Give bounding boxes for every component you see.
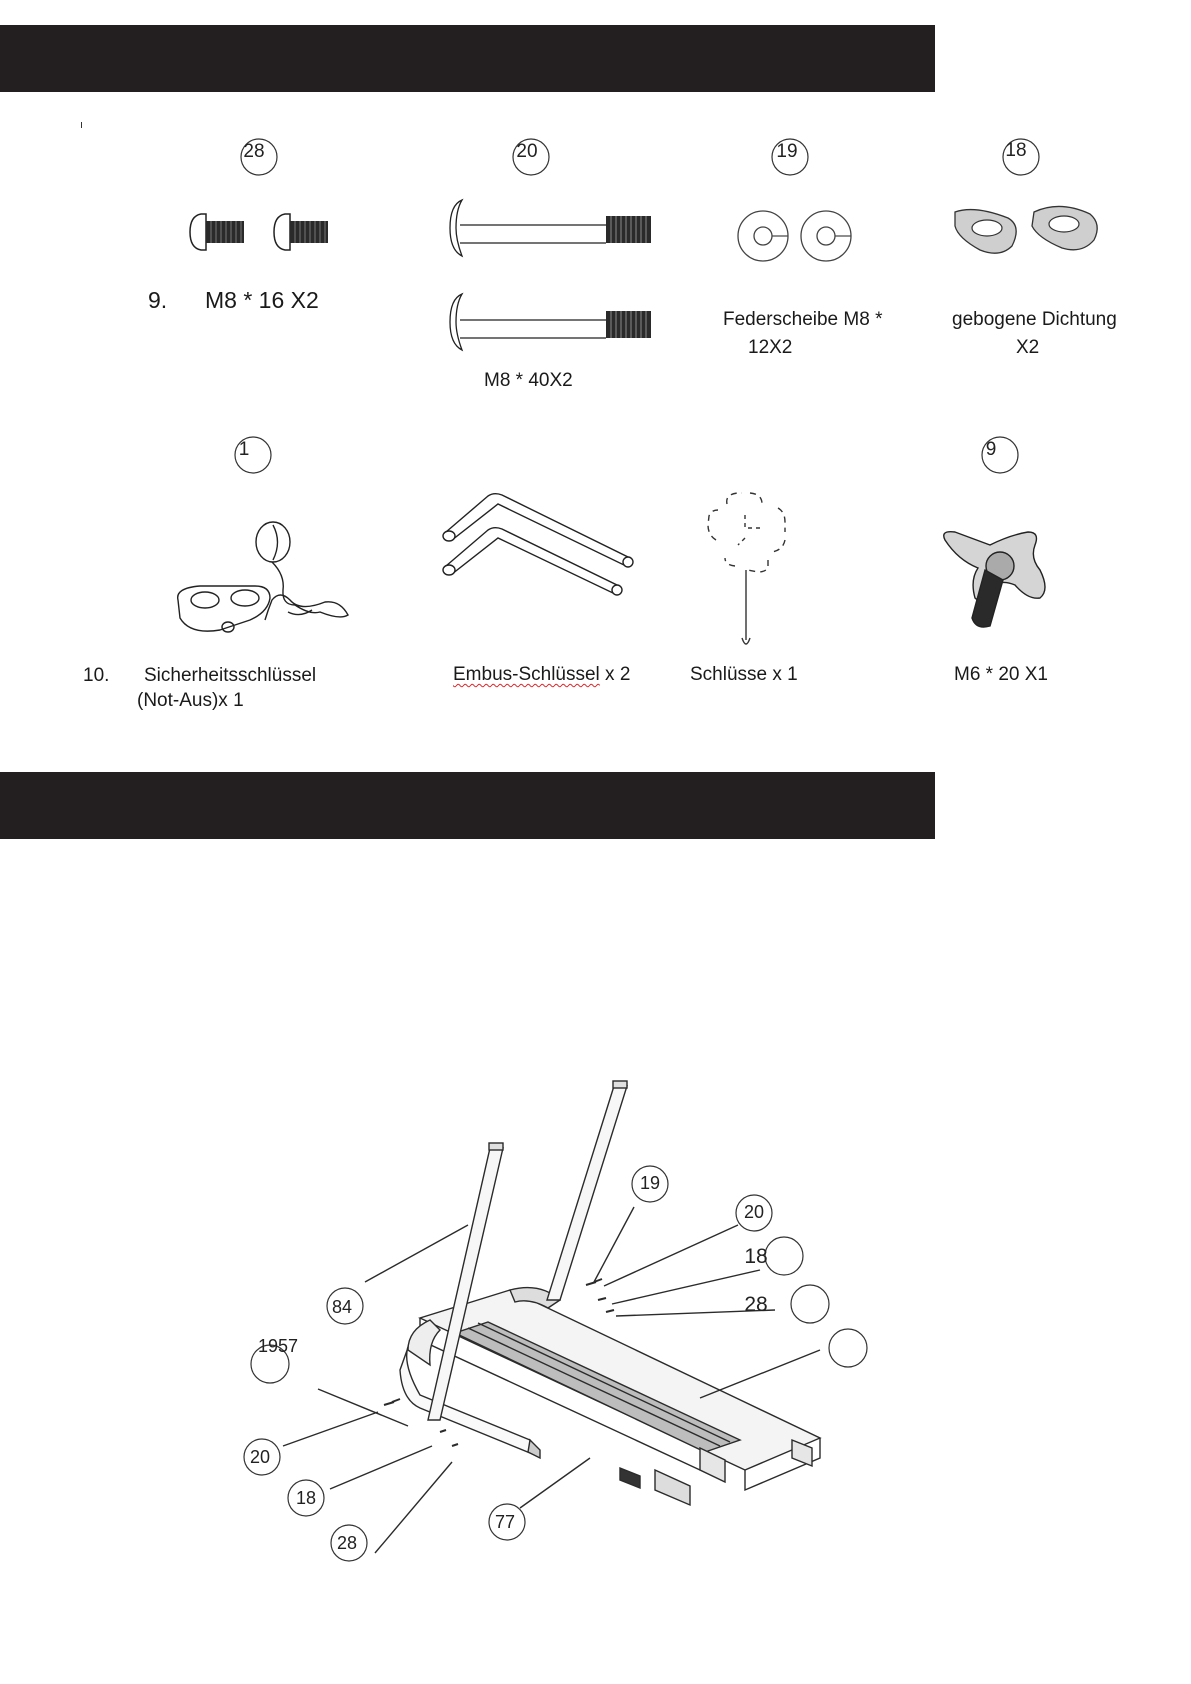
assembly-callout-28-left-number: 28 xyxy=(336,1533,358,1553)
assembly-callout-77-number: 77 xyxy=(494,1512,516,1532)
part-20-number: 20 xyxy=(516,141,538,162)
part-20-callout xyxy=(513,139,549,175)
treadmill-assembly-illustration xyxy=(283,1081,820,1553)
part-18-callout xyxy=(1003,139,1039,175)
spring-washer-label-line2: 12X2 xyxy=(748,337,793,358)
item-9-index: 9. xyxy=(148,287,168,313)
part-9-callout xyxy=(982,437,1018,473)
screw-icon-right xyxy=(274,214,328,250)
assembly-callout-20-left-number: 20 xyxy=(249,1447,271,1467)
long-bolt-icon-bottom xyxy=(450,294,651,350)
assembly-callout-84 xyxy=(327,1288,363,1324)
allen-key-qty: x 2 xyxy=(599,664,631,685)
curved-washer-icon-left xyxy=(955,210,1016,254)
spring-washer-label-line1: Federscheibe M8 * xyxy=(723,309,883,330)
allen-key-label xyxy=(453,663,630,687)
assembly-callout-28-left xyxy=(331,1525,367,1561)
part-1-number: 1 xyxy=(238,439,250,460)
assembly-callout-1957-number: 1957 xyxy=(257,1336,299,1356)
assembly-callout-18-right xyxy=(744,1237,803,1275)
safety-key-label-line2: (Not-Aus)x 1 xyxy=(137,690,244,711)
curved-washer-label-line1: gebogene Dichtung xyxy=(952,309,1117,330)
assembly-callout-20-right xyxy=(736,1195,772,1231)
part-19-number: 19 xyxy=(776,141,798,162)
knob-icon xyxy=(944,532,1045,627)
curved-washer-icon-right xyxy=(1032,206,1097,249)
spring-washer-icon-left xyxy=(738,211,788,261)
spring-washer-icon-right xyxy=(801,211,851,261)
part-19-callout xyxy=(772,139,808,175)
item-10-index: 10. xyxy=(83,665,110,686)
assembly-callout-18-left-number: 18 xyxy=(295,1488,317,1508)
safety-key-label-line1: Sicherheitsschlüssel xyxy=(144,665,317,686)
part-28-number: 28 xyxy=(243,141,265,162)
allen-key-icon xyxy=(443,494,633,595)
assembly-callout-84-number: 84 xyxy=(331,1297,353,1317)
assembly-callout-18-left xyxy=(288,1480,324,1516)
key-label: Schlüsse x 1 xyxy=(690,664,798,685)
safety-key-icon xyxy=(178,522,348,632)
assembly-callout-20-right-number: 20 xyxy=(743,1202,765,1222)
assembly-callout-28-right xyxy=(744,1285,829,1323)
assembly-callout-20-left xyxy=(244,1439,280,1475)
knob-label: M6 * 20 X1 xyxy=(954,664,1048,685)
part-1-callout xyxy=(235,437,271,473)
item-9-spec: M8 * 16 X2 xyxy=(205,287,319,313)
key-icon xyxy=(708,493,785,644)
screw-icon-left xyxy=(190,214,244,250)
allen-key-word: Embus-Schlüssel xyxy=(453,664,600,685)
part-28-callout xyxy=(241,139,277,175)
assembly-callout-blank xyxy=(829,1329,867,1367)
part-18-number: 18 xyxy=(1005,140,1027,161)
curved-washer-label-line2: X2 xyxy=(1016,337,1040,358)
assembly-callout-28-right-number: 28 xyxy=(744,1293,768,1316)
part-9-number: 9 xyxy=(985,439,997,460)
assembly-callout-18-right-number: 18 xyxy=(744,1245,768,1268)
assembly-callout-19 xyxy=(632,1166,668,1202)
long-bolt-icon-top xyxy=(450,200,651,256)
assembly-callout-19-number: 19 xyxy=(639,1173,661,1193)
bolt-spec-label: M8 * 40X2 xyxy=(484,370,573,391)
assembly-callout-77 xyxy=(489,1504,525,1540)
assembly-callout-1957 xyxy=(251,1336,298,1383)
